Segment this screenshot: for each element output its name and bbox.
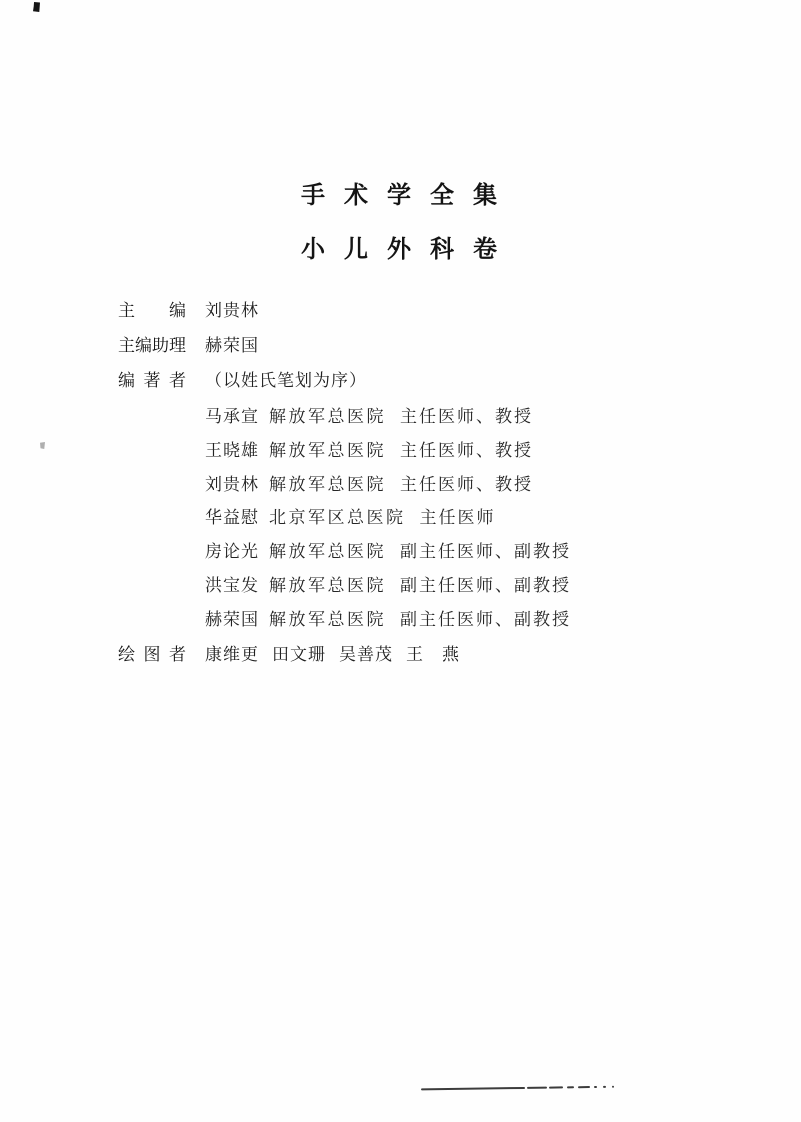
credit-label: 主编助理 [118, 336, 186, 356]
credit-row-authors [118, 372, 367, 407]
scan-artifact-line [421, 1083, 621, 1092]
illustrators-names [205, 646, 460, 665]
illustrator-name: 康维更 [205, 645, 259, 665]
contributor-row [205, 509, 571, 543]
contributor-affiliation: 解放军总医院 [269, 474, 386, 495]
contributor-title: 主任医师 [419, 508, 496, 529]
illustrator-name: 吴善茂 [339, 645, 393, 665]
illustrator-name: 田文珊 [272, 645, 326, 665]
contributor-affiliation: 解放军总医院 [269, 440, 386, 461]
contributor-title: 副主任医师、副教授 [400, 542, 571, 563]
contributor-title: 主任医师、教授 [400, 474, 533, 495]
credit-row-chief-editor [118, 302, 367, 337]
scan-artifact-segment [603, 1086, 606, 1088]
contributors-block [205, 408, 571, 645]
contributor-affiliation: 解放军总医院 [269, 407, 386, 427]
contributor-title: 主任医师、教授 [400, 407, 533, 427]
ink-speck-top-left [33, 2, 40, 12]
credits-block [118, 302, 367, 407]
illustrators-label: 绘图者 [118, 645, 186, 665]
book-title [0, 182, 801, 262]
contributor-name: 王晓雄 [205, 440, 259, 461]
scan-artifact-segment [549, 1086, 563, 1088]
credit-value: 刘贵林 [205, 301, 259, 321]
illustrator-name: 王 燕 [406, 645, 460, 665]
scan-artifact-segment [567, 1086, 574, 1088]
contributor-name: 赫荣国 [205, 609, 259, 630]
contributor-affiliation: 解放军总医院 [269, 542, 386, 563]
contributor-name: 华益慰 [205, 508, 259, 529]
contributor-name: 房论光 [205, 542, 259, 563]
contributor-row [205, 408, 571, 442]
credit-row-assistant-editor [118, 337, 367, 372]
credit-value: 赫荣国 [205, 336, 259, 356]
scan-artifact-segment [421, 1087, 525, 1090]
contributor-affiliation: 北京军区总医院 [269, 508, 406, 529]
credit-label: 主编 [118, 301, 186, 321]
ink-speck-left-margin [40, 442, 45, 449]
contributor-title: 副主任医师、副教授 [400, 609, 571, 630]
contributor-affiliation: 解放军总医院 [269, 575, 386, 596]
book-title-line1: 手术学全集 [301, 181, 516, 209]
contributor-row [205, 543, 571, 577]
scan-artifact-segment [578, 1086, 590, 1088]
contributor-row [205, 476, 571, 510]
contributor-row [205, 442, 571, 476]
scan-artifact-segment [527, 1087, 547, 1089]
credit-label: 编著者 [118, 371, 186, 391]
contributor-name: 马承宣 [205, 407, 259, 427]
credit-value: （以姓氏笔划为序） [205, 371, 367, 391]
contributor-title: 副主任医师、副教授 [400, 575, 571, 596]
contributor-affiliation: 解放军总医院 [269, 609, 386, 630]
contributor-title: 主任医师、教授 [400, 440, 533, 461]
contributor-row [205, 611, 571, 645]
contributor-name: 洪宝发 [205, 575, 259, 596]
scan-artifact-segment [612, 1086, 614, 1088]
illustrators-row [118, 646, 460, 665]
contributor-name: 刘贵林 [205, 474, 259, 495]
scan-artifact-segment [594, 1086, 597, 1088]
contributor-row [205, 577, 571, 611]
book-title-line2: 小儿外科卷 [301, 235, 516, 263]
